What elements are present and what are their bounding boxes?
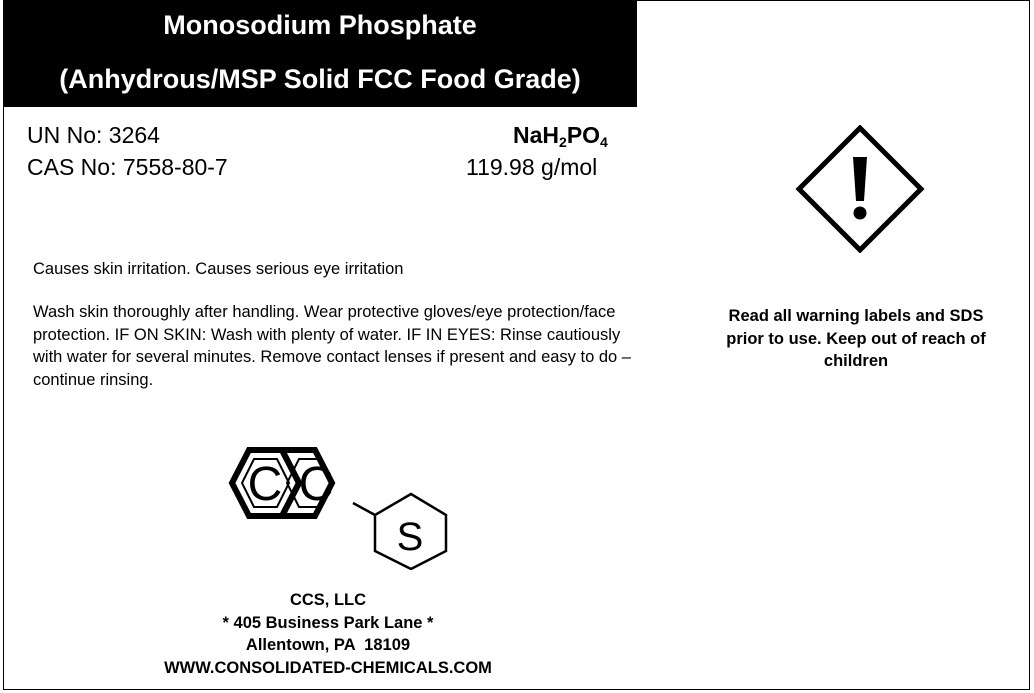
cas-number: CAS No: 7558-80-7 [27, 154, 228, 180]
company-website: WWW.CONSOLIDATED-CHEMICALS.COM [164, 658, 492, 677]
chemical-formula [513, 122, 608, 150]
company-address: * 405 Business Park Lane * [222, 613, 434, 632]
product-name: Monosodium Phosphate [163, 10, 477, 40]
company-info [100, 589, 556, 679]
formula-sub1: 2 [559, 134, 567, 150]
company-name: CCS, LLC [289, 591, 367, 609]
title-bar [3, 0, 637, 107]
product-grade: (Anhydrous/MSP Solid FCC Food Grade) [59, 64, 581, 94]
logo-letter-c1: C [247, 458, 283, 511]
precautionary-statement: Wash skin thoroughly after handling. Wear protective gloves/eye protection/face protection. IF ON SKIN: Wash with plenty of water. IF IN EYES: Rinse cautiously with water for several minutes. Remove contact lenses if present and easy to do – continue rinsing. [33, 303, 631, 389]
molar-mass: 119.98 g/mol [466, 154, 598, 180]
formula-part2: PO [566, 122, 601, 148]
company-city: Allentown, PA 18109 [245, 636, 411, 654]
logo-letter-c2: C [298, 458, 334, 511]
formula-sub2: 4 [600, 134, 608, 150]
ccs-logo [210, 442, 455, 570]
hazard-statement: Causes skin irritation. Causes serious eye irritation [33, 260, 404, 278]
exclamation-mark-diamond-icon [795, 125, 925, 253]
formula-part1: NaH [513, 122, 560, 148]
un-number: UN No: 3264 [27, 122, 160, 148]
logo-letter-s: S [396, 515, 424, 559]
warning-notice: Read all warning labels and SDS prior to use. Keep out of reach of children [726, 307, 986, 370]
